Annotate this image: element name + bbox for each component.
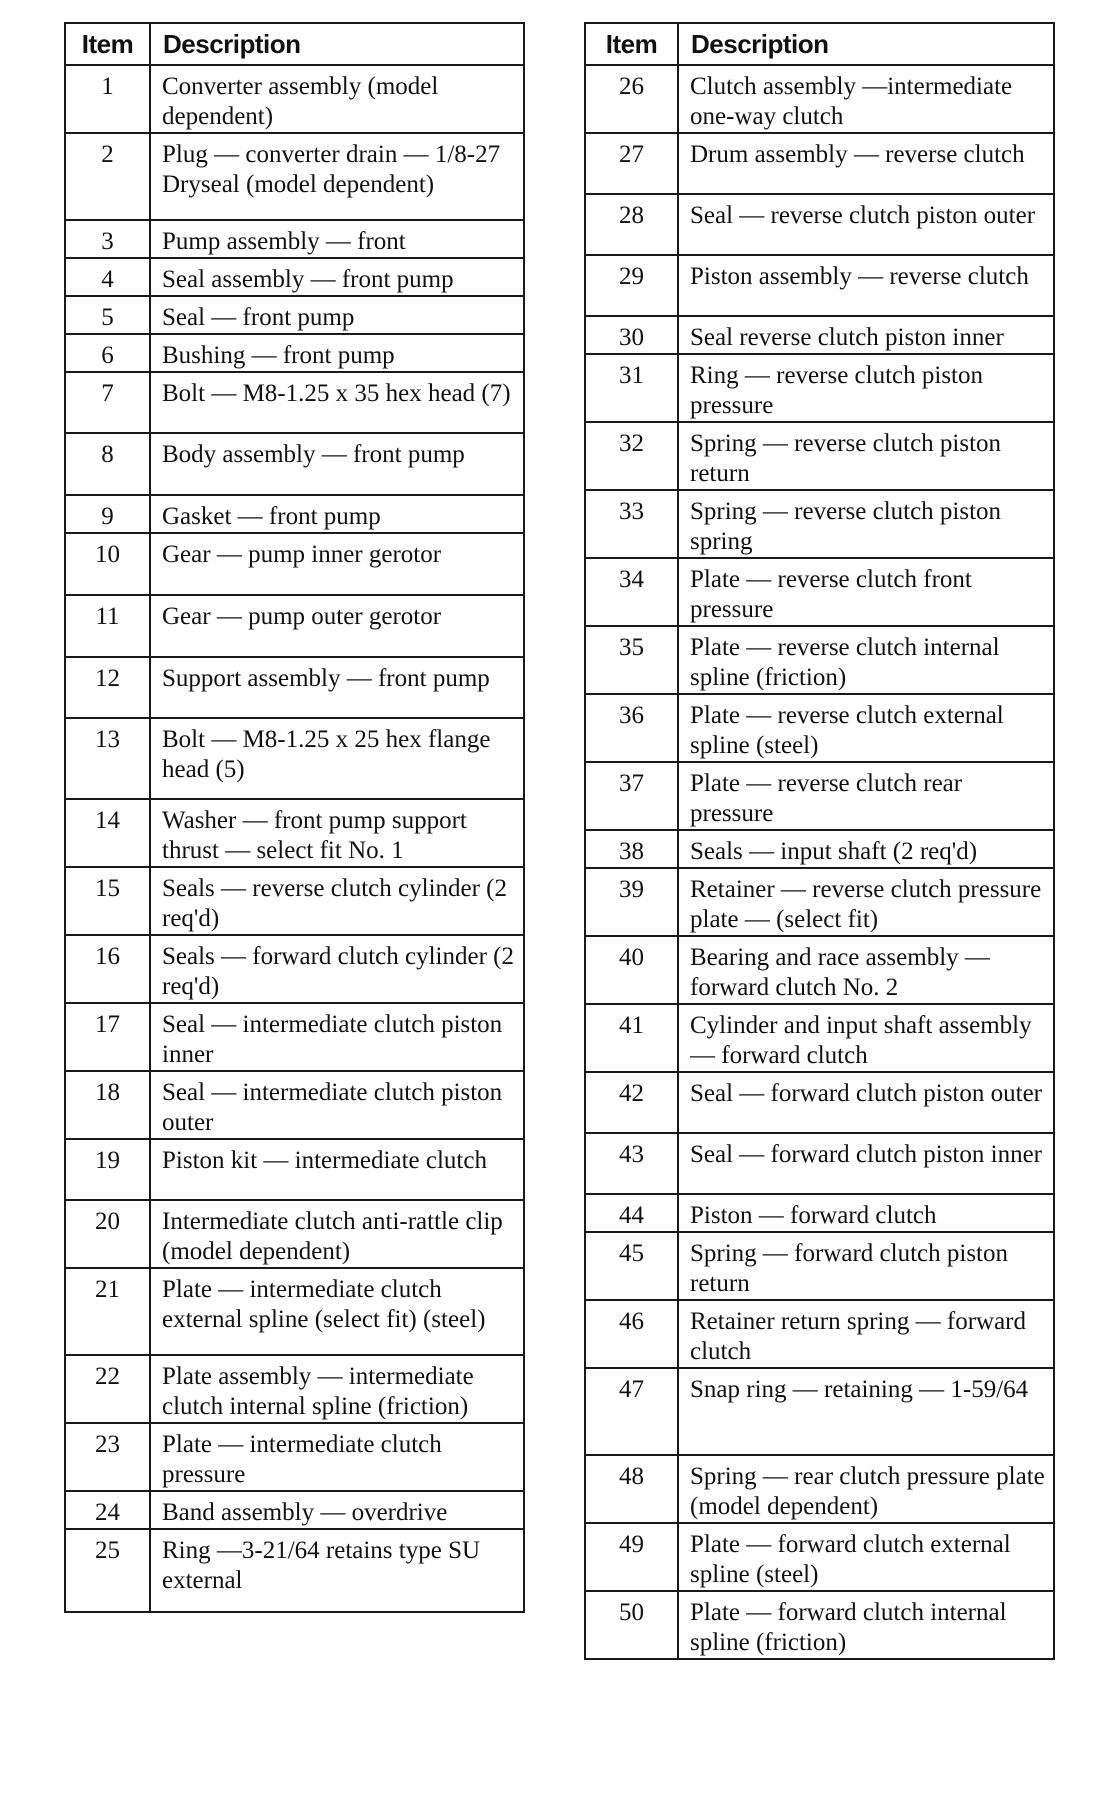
description-column-header: Description [150, 23, 524, 65]
item-description: Seals — input shaft (2 req'd) [678, 830, 1054, 868]
item-description: Piston assembly — reverse clutch [678, 255, 1054, 316]
item-description: Ring — reverse clutch piston pressure [678, 354, 1054, 422]
item-description: Gear — pump outer gerotor [150, 595, 524, 657]
item-number: 31 [585, 354, 678, 422]
table-row [65, 296, 524, 334]
item-description: Plug — converter drain — 1/8-27 Dryseal (model dependent) [150, 133, 524, 220]
item-number: 15 [65, 867, 150, 935]
table-row [65, 372, 524, 433]
item-description: Plate — reverse clutch internal spline (friction) [678, 626, 1054, 694]
item-description: Plate — intermediate clutch external spline (select fit) (steel) [150, 1268, 524, 1355]
item-number: 32 [585, 422, 678, 490]
table-row [585, 626, 1054, 694]
table-row [585, 762, 1054, 830]
table-row [65, 533, 524, 595]
item-description: Bolt — M8-1.25 x 35 hex head (7) [150, 372, 524, 433]
table-row [585, 1004, 1054, 1072]
item-description: Plate — forward clutch internal spline (friction) [678, 1591, 1054, 1659]
item-number: 50 [585, 1591, 678, 1659]
table-row [585, 868, 1054, 936]
item-column-header: Item [65, 23, 150, 65]
item-number: 40 [585, 936, 678, 1004]
item-number: 22 [65, 1355, 150, 1423]
item-number: 36 [585, 694, 678, 762]
item-number: 8 [65, 433, 150, 495]
item-description: Plate — reverse clutch front pressure [678, 558, 1054, 626]
item-number: 23 [65, 1423, 150, 1491]
item-number: 1 [65, 65, 150, 133]
item-description: Seal — front pump [150, 296, 524, 334]
item-number: 38 [585, 830, 678, 868]
table-row [585, 830, 1054, 868]
item-description: Seals — forward clutch cylinder (2 req'd) [150, 935, 524, 1003]
item-number: 49 [585, 1523, 678, 1591]
table-row [585, 194, 1054, 255]
item-number: 25 [65, 1529, 150, 1612]
table-row [65, 799, 524, 867]
item-number: 45 [585, 1232, 678, 1300]
item-description: Cylinder and input shaft assembly — forward clutch [678, 1004, 1054, 1072]
table-row [585, 1072, 1054, 1133]
table-row [585, 422, 1054, 490]
item-description: Drum assembly — reverse clutch [678, 133, 1054, 194]
table-row [585, 255, 1054, 316]
item-description: Seal reverse clutch piston inner [678, 316, 1054, 354]
table-row [65, 1268, 524, 1355]
item-description: Plate assembly — intermediate clutch internal spline (friction) [150, 1355, 524, 1423]
item-description: Converter assembly (model dependent) [150, 65, 524, 133]
item-number: 47 [585, 1368, 678, 1455]
table-row [585, 558, 1054, 626]
item-description: Seal — forward clutch piston outer [678, 1072, 1054, 1133]
parts-table-left [64, 22, 525, 1613]
table-row [585, 133, 1054, 194]
item-number: 16 [65, 935, 150, 1003]
item-number: 18 [65, 1071, 150, 1139]
table-row [65, 1491, 524, 1529]
table-row [65, 495, 524, 533]
table-row [585, 1300, 1054, 1368]
table-row [65, 1423, 524, 1491]
table-row [585, 354, 1054, 422]
table-row [65, 1139, 524, 1200]
item-description: Washer — front pump support thrust — select fit No. 1 [150, 799, 524, 867]
item-number: 39 [585, 868, 678, 936]
item-number: 9 [65, 495, 150, 533]
item-description: Spring — reverse clutch piston spring [678, 490, 1054, 558]
item-description: Piston — forward clutch [678, 1194, 1054, 1232]
item-number: 4 [65, 258, 150, 296]
item-description: Retainer — reverse clutch pressure plate — (select fit) [678, 868, 1054, 936]
table-row [65, 220, 524, 258]
item-description: Gear — pump inner gerotor [150, 533, 524, 595]
table-row [65, 867, 524, 935]
item-description: Seal — reverse clutch piston outer [678, 194, 1054, 255]
item-description: Clutch assembly —intermediate one-way clutch [678, 65, 1054, 133]
table-header-row [65, 23, 524, 65]
table-row [585, 1455, 1054, 1523]
item-number: 48 [585, 1455, 678, 1523]
table-row [585, 65, 1054, 133]
item-description: Retainer return spring — forward clutch [678, 1300, 1054, 1368]
table-row [585, 1232, 1054, 1300]
table-row [65, 65, 524, 133]
item-description: Seal assembly — front pump [150, 258, 524, 296]
table-row [585, 936, 1054, 1004]
item-description: Bushing — front pump [150, 334, 524, 372]
table-row [65, 433, 524, 495]
table-row [65, 1003, 524, 1071]
table-row [65, 595, 524, 657]
item-description: Support assembly — front pump [150, 657, 524, 718]
item-number: 17 [65, 1003, 150, 1071]
table-row [585, 1133, 1054, 1194]
item-number: 37 [585, 762, 678, 830]
item-description: Spring — forward clutch piston return [678, 1232, 1054, 1300]
item-description: Gasket — front pump [150, 495, 524, 533]
item-number: 5 [65, 296, 150, 334]
item-description: Piston kit — intermediate clutch [150, 1139, 524, 1200]
table-row [65, 935, 524, 1003]
parts-table-right [584, 22, 1055, 1660]
item-description: Plate — forward clutch external spline (steel) [678, 1523, 1054, 1591]
table-row [585, 316, 1054, 354]
item-number: 27 [585, 133, 678, 194]
item-number: 26 [585, 65, 678, 133]
item-description: Band assembly — overdrive [150, 1491, 524, 1529]
item-number: 19 [65, 1139, 150, 1200]
table-row [585, 1591, 1054, 1659]
item-description: Spring — rear clutch pressure plate (model dependent) [678, 1455, 1054, 1523]
table-row [65, 258, 524, 296]
item-description: Body assembly — front pump [150, 433, 524, 495]
item-description: Ring —3-21/64 retains type SU external [150, 1529, 524, 1612]
item-description: Seal — forward clutch piston inner [678, 1133, 1054, 1194]
item-number: 43 [585, 1133, 678, 1194]
table-row [65, 1355, 524, 1423]
item-description: Intermediate clutch anti-rattle clip (model dependent) [150, 1200, 524, 1268]
table-row [65, 718, 524, 799]
item-number: 12 [65, 657, 150, 718]
item-number: 7 [65, 372, 150, 433]
item-description: Snap ring — retaining — 1-59/64 [678, 1368, 1054, 1455]
item-number: 33 [585, 490, 678, 558]
item-description: Seal — intermediate clutch piston outer [150, 1071, 524, 1139]
item-number: 3 [65, 220, 150, 258]
item-description: Seals — reverse clutch cylinder (2 req'd) [150, 867, 524, 935]
table-row [585, 694, 1054, 762]
table-header-row [585, 23, 1054, 65]
item-number: 29 [585, 255, 678, 316]
item-description: Spring — reverse clutch piston return [678, 422, 1054, 490]
table-row [585, 1523, 1054, 1591]
item-description: Pump assembly — front [150, 220, 524, 258]
table-row [65, 1200, 524, 1268]
item-number: 21 [65, 1268, 150, 1355]
item-description: Seal — intermediate clutch piston inner [150, 1003, 524, 1071]
item-number: 34 [585, 558, 678, 626]
table-row [585, 490, 1054, 558]
item-number: 42 [585, 1072, 678, 1133]
item-description: Plate — reverse clutch rear pressure [678, 762, 1054, 830]
item-number: 13 [65, 718, 150, 799]
item-number: 10 [65, 533, 150, 595]
table-row [585, 1194, 1054, 1232]
item-number: 46 [585, 1300, 678, 1368]
table-row [65, 334, 524, 372]
item-number: 44 [585, 1194, 678, 1232]
table-row [585, 1368, 1054, 1455]
item-description: Bearing and race assembly — forward clutch No. 2 [678, 936, 1054, 1004]
item-description: Plate — intermediate clutch pressure [150, 1423, 524, 1491]
item-number: 6 [65, 334, 150, 372]
table-row [65, 133, 524, 220]
table-row [65, 657, 524, 718]
item-number: 41 [585, 1004, 678, 1072]
table-row [65, 1529, 524, 1612]
item-number: 2 [65, 133, 150, 220]
item-description: Bolt — M8-1.25 x 25 hex flange head (5) [150, 718, 524, 799]
item-number: 30 [585, 316, 678, 354]
item-number: 14 [65, 799, 150, 867]
item-number: 28 [585, 194, 678, 255]
item-column-header: Item [585, 23, 678, 65]
description-column-header: Description [678, 23, 1054, 65]
item-number: 24 [65, 1491, 150, 1529]
item-number: 35 [585, 626, 678, 694]
item-number: 20 [65, 1200, 150, 1268]
item-number: 11 [65, 595, 150, 657]
table-row [65, 1071, 524, 1139]
item-description: Plate — reverse clutch external spline (steel) [678, 694, 1054, 762]
